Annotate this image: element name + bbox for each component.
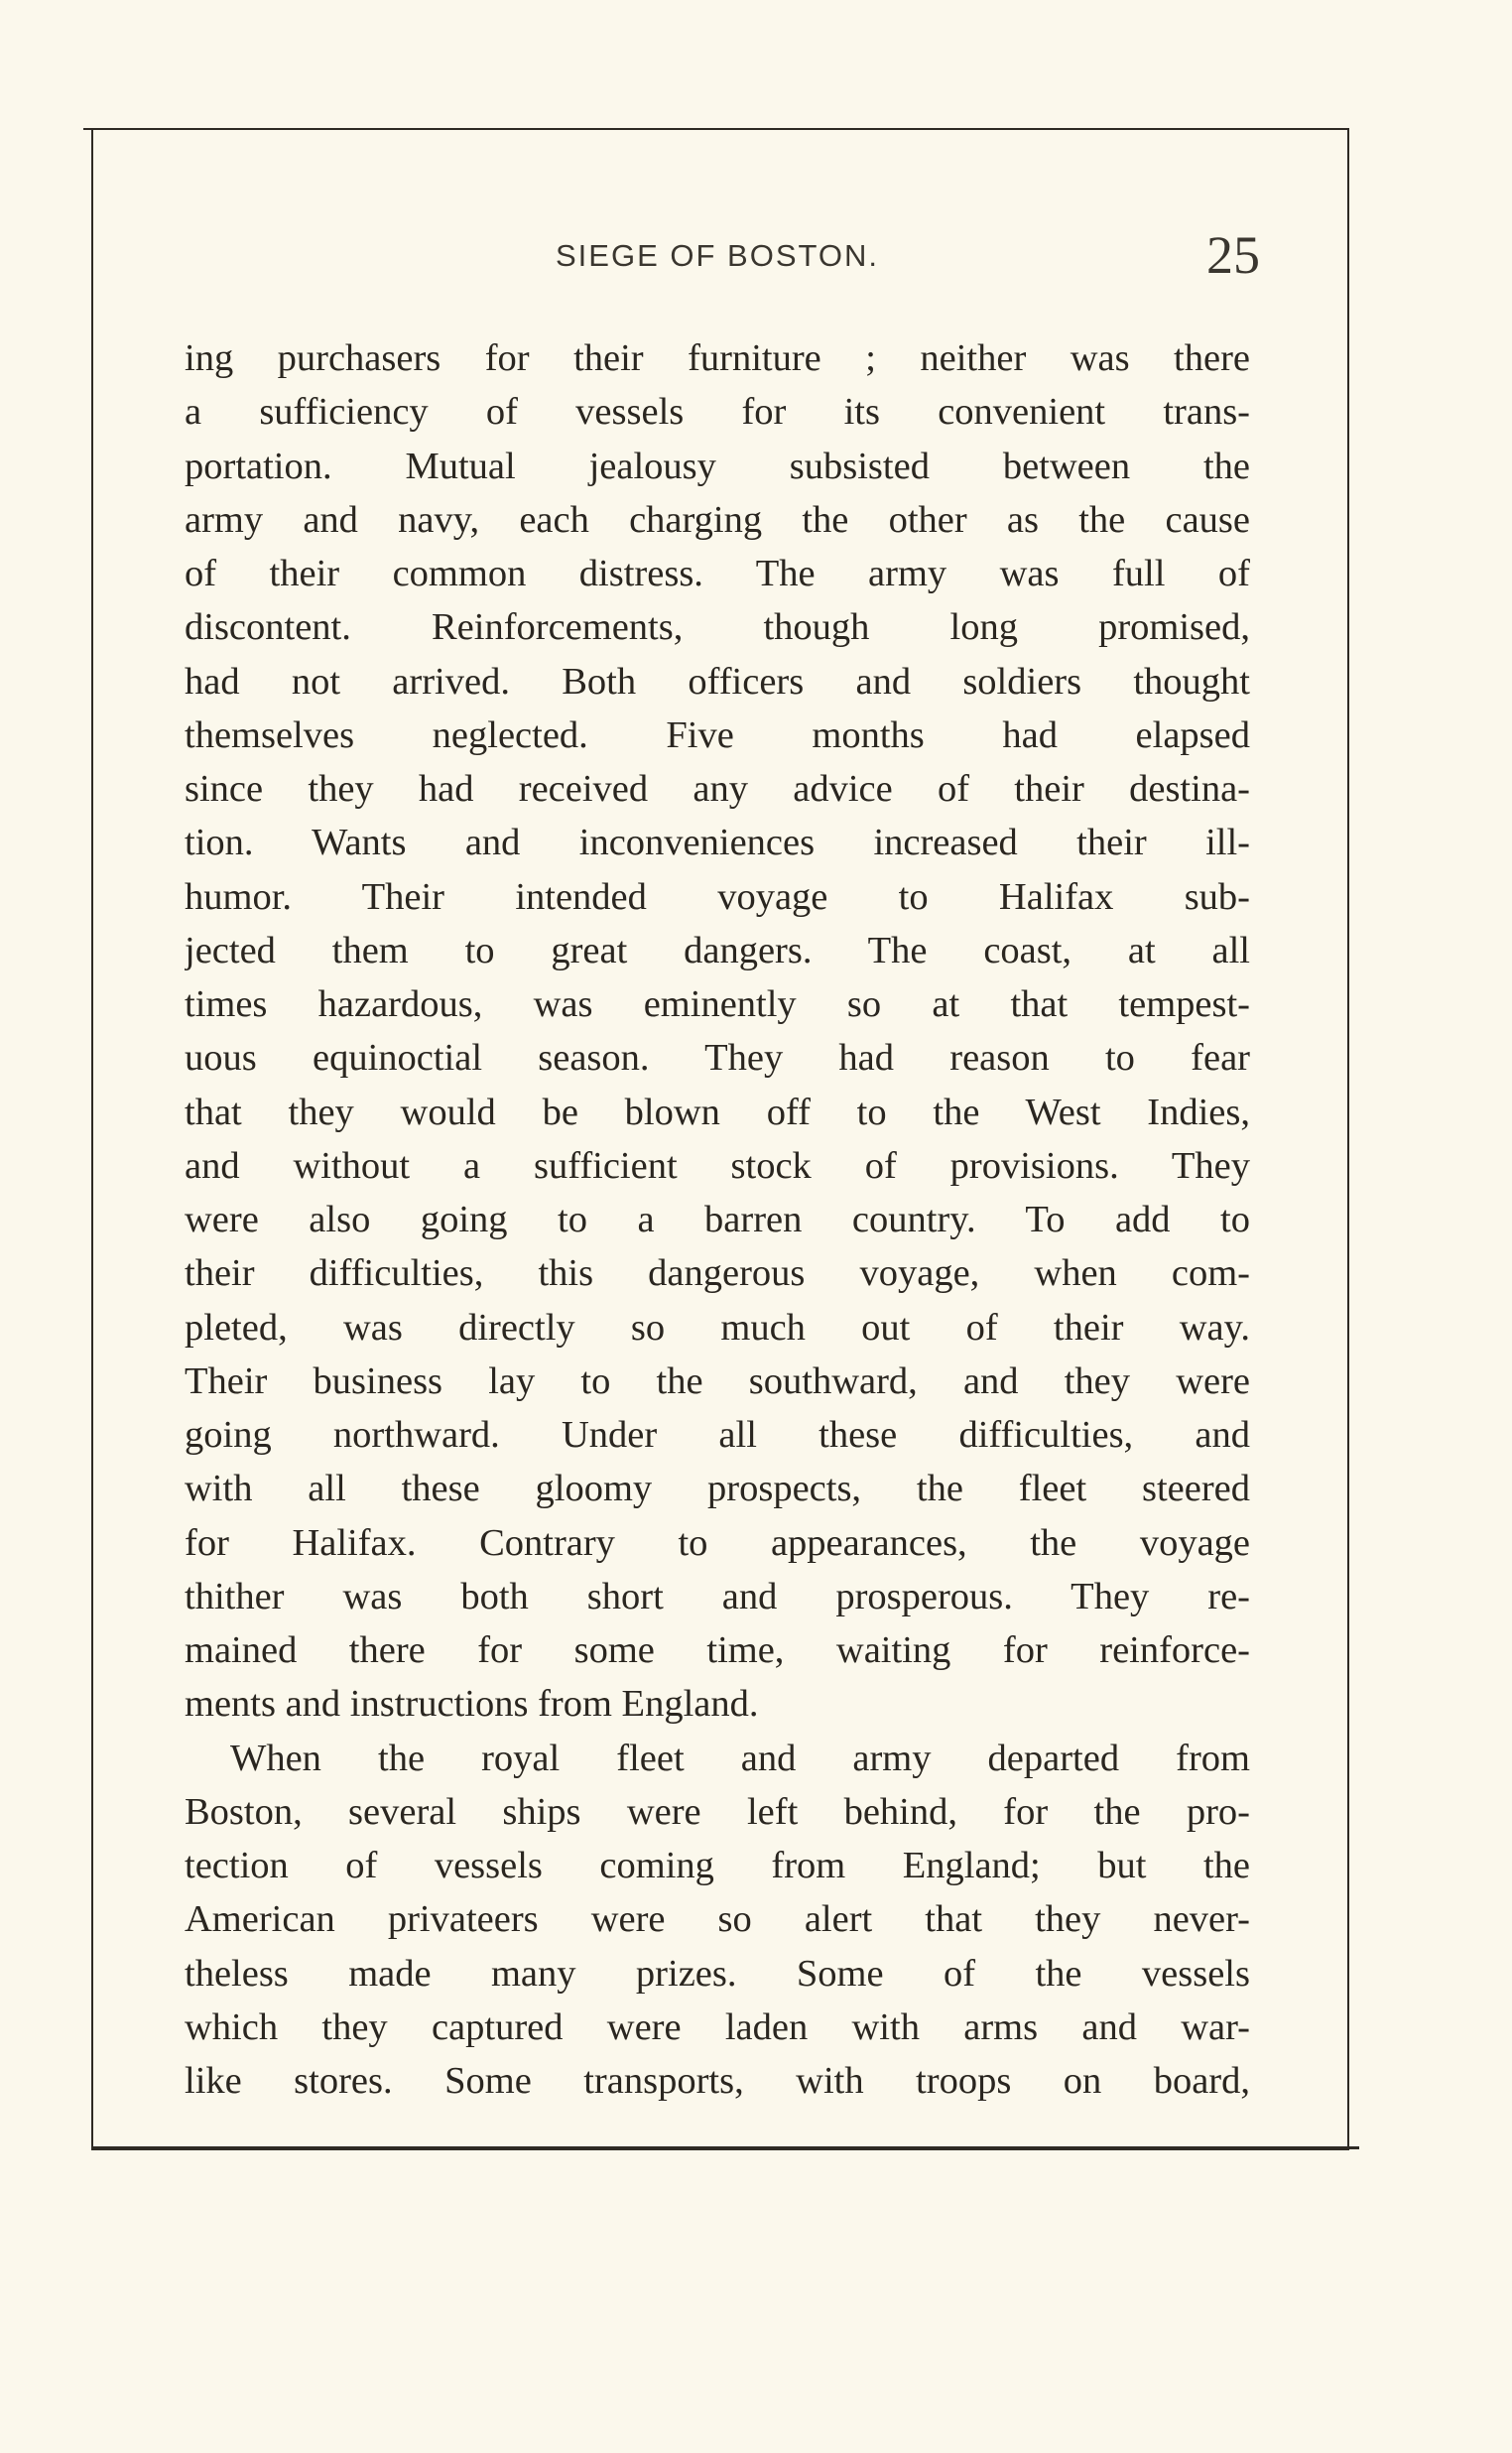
text-line: tection of vessels coming from England; but the — [185, 1845, 1250, 1886]
text-line: and without a sufficient stock of provisions. They — [185, 1144, 1250, 1187]
frame-corner-mark — [1345, 2146, 1359, 2149]
text-line: discontent. Reinforcements, though long promised, — [185, 606, 1250, 649]
text-line: theless made many prizes. Some of the vessels — [185, 1952, 1250, 1995]
text-line: had not arrived. Both officers and soldiers thought — [185, 660, 1250, 703]
text-line: Boston, several ships were left behind, for the pro- — [185, 1790, 1250, 1833]
text-line: like stores. Some transports, with troops on board, — [185, 2060, 1250, 2102]
text-line: tion. Wants and inconveniences increased their ill- — [185, 822, 1250, 864]
running-title: SIEGE OF BOSTON. — [556, 238, 879, 273]
text-line: a sufficiency of vessels for its convenient trans- — [185, 391, 1250, 434]
text-line: which they captured were laden with arms and war- — [185, 2005, 1250, 2048]
text-line: were also going to a barren country. To add to — [185, 1199, 1250, 1240]
text-line: jected them to great dangers. The coast, at all — [185, 929, 1250, 971]
text-line: portation. Mutual jealousy subsisted between the — [185, 445, 1250, 487]
text-line: ments and instructions from England. — [185, 1683, 759, 1726]
text-line: mained there for some time, waiting for reinforce- — [185, 1629, 1250, 1671]
text-line: American privateers were so alert that they never- — [185, 1898, 1250, 1941]
text-line: since they had received any advice of their destina- — [185, 768, 1250, 810]
text-line: When the royal fleet and army departed from — [230, 1737, 1250, 1779]
text-line: uous equinoctial season. They had reason to fear — [185, 1037, 1250, 1080]
text-line: of their common distress. The army was full of — [185, 553, 1250, 594]
running-head — [185, 224, 1260, 285]
text-line: humor. Their intended voyage to Halifax sub- — [185, 875, 1250, 918]
text-line: times hazardous, was eminently so at that tempest- — [185, 983, 1250, 1025]
body-text — [185, 331, 1250, 2108]
text-line: army and navy, each charging the other as the cause — [185, 498, 1250, 541]
text-line: their difficulties, this dangerous voyage, when com- — [185, 1252, 1250, 1295]
text-line: going northward. Under all these difficulties, and — [185, 1414, 1250, 1456]
text-line: thither was both short and prosperous. They re- — [185, 1575, 1250, 1617]
text-line: that they would be blown off to the West Indies, — [185, 1091, 1250, 1133]
text-line: ing purchasers for their furniture ; neither was there — [185, 337, 1250, 379]
text-line: with all these gloomy prospects, the fleet steered — [185, 1468, 1250, 1510]
page-number: 25 — [1206, 225, 1260, 285]
text-line: Their business lay to the southward, and they were — [185, 1359, 1250, 1402]
text-line: for Halifax. Contrary to appearances, the voyage — [185, 1521, 1250, 1564]
text-line: pleted, was directly so much out of their way. — [185, 1306, 1250, 1349]
text-line: themselves neglected. Five months had elapsed — [185, 713, 1250, 756]
